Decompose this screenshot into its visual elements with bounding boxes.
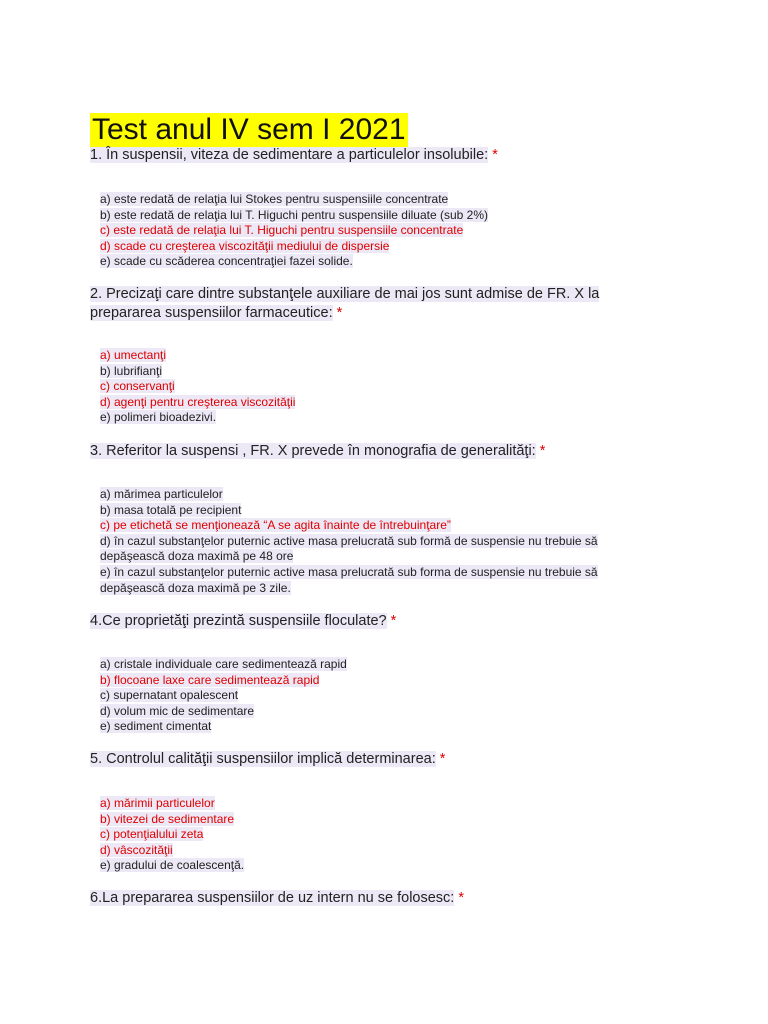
answer-4b: b) flocoane laxe care sedimentează rapid <box>100 672 320 687</box>
answer-2a: a) umectanţi <box>100 348 167 362</box>
answer-1c: c) este redată de relaţia lui T. Higuchi pentru suspensiile concentrate <box>100 223 464 238</box>
answer-3a: a) mărimea particulelor <box>100 487 223 501</box>
answer-3e-continued: depăşească doza maximă pe 3 zile. <box>100 580 291 595</box>
answer-5d: d) vâscozităţii <box>100 842 173 857</box>
question-6 <box>90 889 464 908</box>
answer-list-5 <box>100 796 244 874</box>
question-2 <box>90 285 599 323</box>
answer-4c: c) supernatant opalescent <box>100 688 239 703</box>
answer-list-1 <box>100 192 488 270</box>
answer-5b: b) vitezei de sedimentare <box>100 811 235 826</box>
required-mark: * <box>390 613 397 629</box>
question-3 <box>90 442 545 461</box>
answer-3b: b) masa totală pe recipient <box>100 502 242 517</box>
answer-2b: b) lubrifianţi <box>100 363 163 378</box>
answer-list-4 <box>100 657 347 735</box>
question-text-line-1: 2. Precizaţi care dintre substanţele auxiliare de mai jos sunt admise de FR. X la <box>90 286 600 302</box>
required-mark: * <box>458 890 465 906</box>
required-mark: * <box>336 305 343 321</box>
question-text: 6.La prepararea suspensiilor de uz intern nu se folosesc: <box>90 890 455 906</box>
answer-4a: a) cristale individuale care sedimentează rapid <box>100 657 347 671</box>
required-mark: * <box>439 751 446 767</box>
question-4 <box>90 612 396 631</box>
required-mark: * <box>539 443 546 459</box>
answer-2e: e) polimeri bioadezivi. <box>100 410 217 425</box>
answer-4d: d) volum mic de sedimentare <box>100 703 255 718</box>
question-1 <box>90 146 498 165</box>
question-text: 3. Referitor la suspensi , FR. X prevede în monografia de generalităţi: <box>90 443 536 459</box>
question-text: 5. Controlul calităţii suspensiilor implică determinarea: <box>90 751 436 767</box>
answer-2c: c) conservanţi <box>100 379 175 394</box>
answer-2d: d) agenţi pentru creşterea viscozităţii <box>100 394 296 409</box>
answer-1b: b) este redată de relaţia lui T. Higuchi pentru suspensiile diluate (sub 2%) <box>100 207 488 222</box>
answer-5c: c) potenţialului zeta <box>100 827 204 842</box>
document-title: Test anul IV sem I 2021 <box>92 113 406 146</box>
answer-3e: e) în cazul substanţelor puternic active masa prelucrată sub forma de suspensie nu trebuie să <box>100 564 598 579</box>
required-mark: * <box>492 147 498 163</box>
answer-1d: d) scade cu creşterea viscozităţii mediului de dispersie <box>100 238 390 253</box>
answer-5e: e) gradului de coalescenţă. <box>100 858 245 873</box>
question-text-line-2: prepararea suspensiilor farmaceutice: <box>90 305 333 321</box>
answer-1e: e) scade cu scăderea concentraţiei fazei solide. <box>100 254 353 269</box>
question-text: 4.Ce proprietăţi prezintă suspensiile floculate? <box>90 613 387 629</box>
answer-3c: c) pe etichetă se menţionează “A se agita înainte de întrebuinţare” <box>100 518 451 533</box>
answer-5a: a) mărimii particulelor <box>100 796 215 810</box>
answer-list-3 <box>100 487 598 596</box>
question-5 <box>90 750 445 769</box>
answer-1a: a) este redată de relaţia lui Stokes pentru suspensiile concentrate <box>100 192 449 206</box>
answer-3d: d) în cazul substanţelor puternic active masa prelucrată sub formă de suspensie nu trebuie să <box>100 533 598 548</box>
answer-3d-continued: depăşească doza maximă pe 48 ore <box>100 549 294 564</box>
answer-4e: e) sediment cimentat <box>100 719 212 734</box>
answer-list-2 <box>100 348 295 426</box>
question-text: 1. În suspensii, viteza de sedimentare a particulelor insolubile: <box>90 147 489 163</box>
